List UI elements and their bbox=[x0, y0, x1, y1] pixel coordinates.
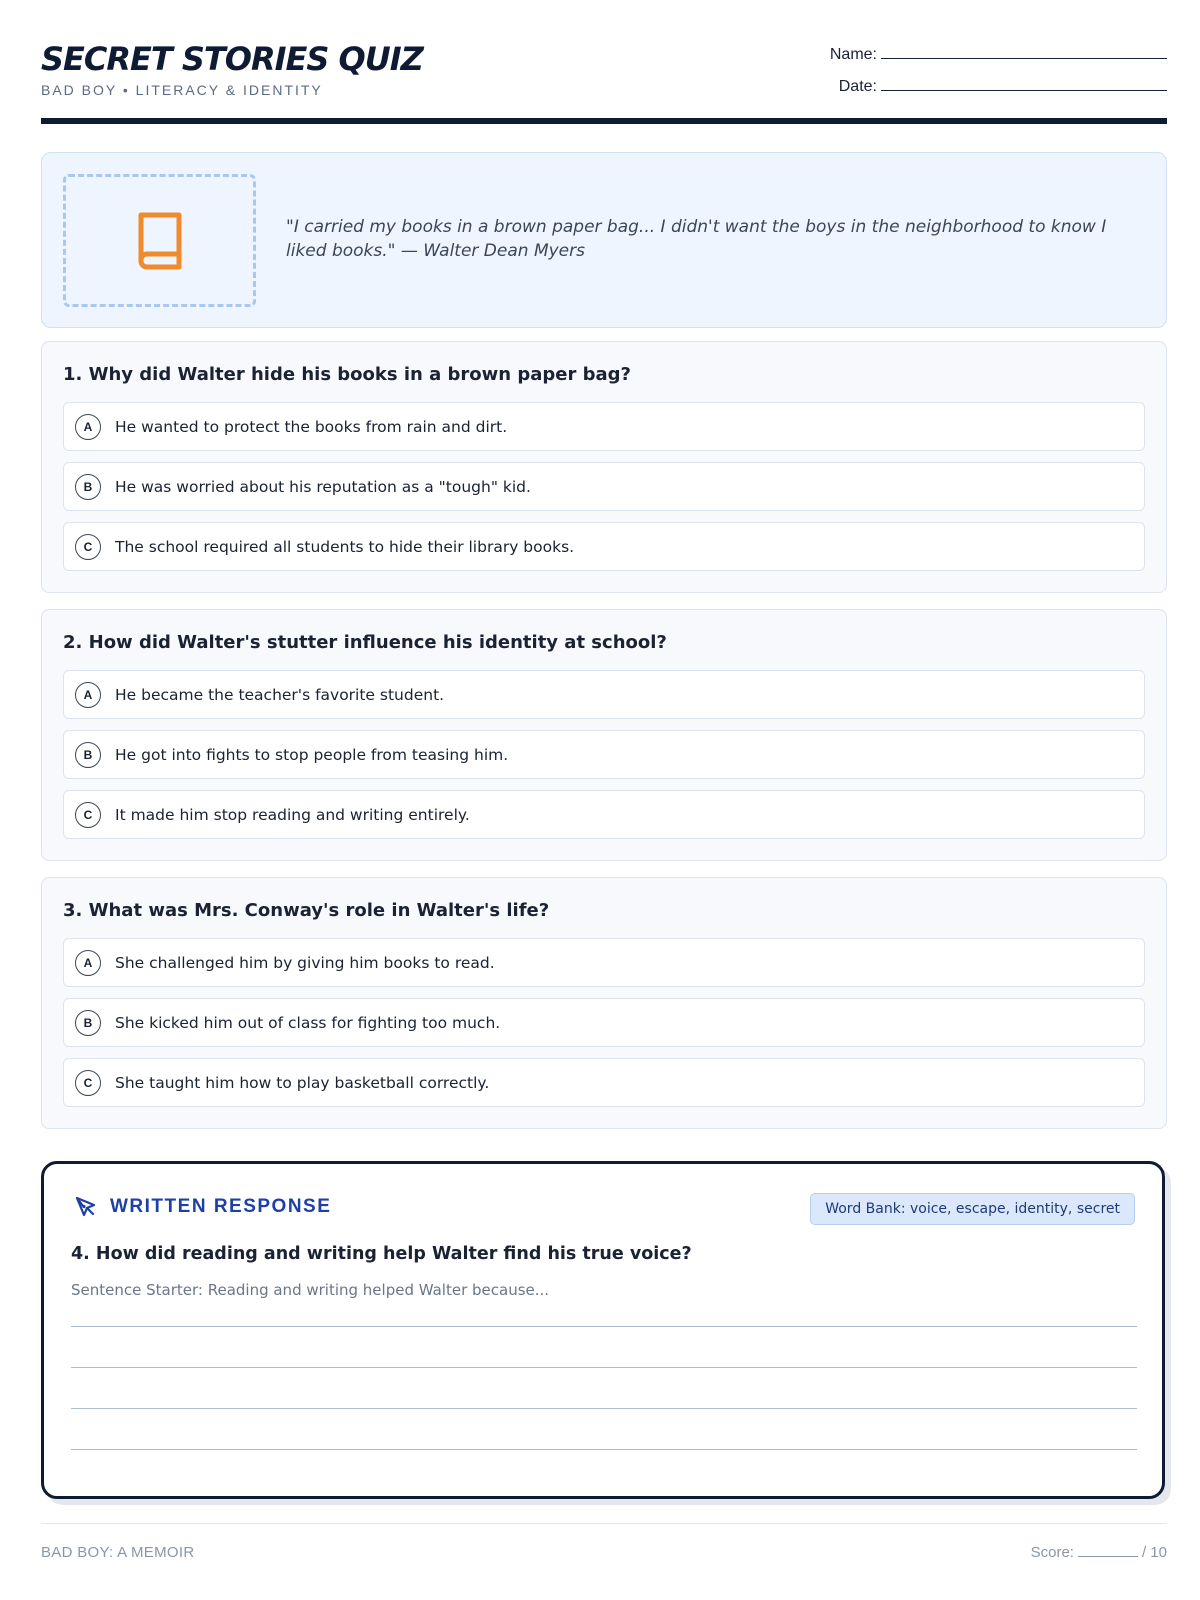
answer-option-2b[interactable] bbox=[63, 730, 1145, 779]
quote-card bbox=[41, 152, 1167, 328]
option-text: He became the teacher's favorite student. bbox=[115, 685, 445, 704]
option-text: It made him stop reading and writing entirely. bbox=[115, 805, 470, 824]
date-label: Date: bbox=[838, 78, 877, 95]
option-text: The school required all students to hide their library books. bbox=[115, 537, 575, 556]
option-letter-badge[interactable]: C bbox=[75, 534, 101, 560]
option-letter-badge[interactable]: B bbox=[75, 474, 101, 500]
answer-option-3b[interactable] bbox=[63, 998, 1145, 1047]
answer-option-3c[interactable] bbox=[63, 1058, 1145, 1107]
question-title: 2. How did Walter's stutter influence his identity at school? bbox=[63, 632, 667, 653]
question-card-3 bbox=[41, 877, 1167, 1129]
option-text: He was worried about his reputation as a "tough" kid. bbox=[115, 477, 531, 496]
header-divider bbox=[41, 118, 1167, 124]
written-response-card bbox=[41, 1161, 1165, 1499]
option-letter-badge[interactable]: A bbox=[75, 414, 101, 440]
page-subtitle: BAD BOY • LITERACY & IDENTITY bbox=[41, 82, 323, 98]
option-text: She taught him how to play basketball correctly. bbox=[115, 1073, 490, 1092]
option-text: He wanted to protect the books from rain and dirt. bbox=[115, 417, 508, 436]
answer-option-2a[interactable] bbox=[63, 670, 1145, 719]
page-title: SECRET STORIES QUIZ bbox=[41, 40, 423, 78]
name-label: Name: bbox=[829, 46, 877, 63]
score-field bbox=[1031, 1544, 1167, 1561]
footer-book-title: BAD BOY: A MEMOIR bbox=[41, 1544, 195, 1561]
score-blank-line[interactable] bbox=[1078, 1545, 1138, 1557]
question-card-1 bbox=[41, 341, 1167, 593]
written-response-label: WRITTEN RESPONSE bbox=[110, 1196, 332, 1217]
name-field[interactable] bbox=[817, 45, 1167, 64]
written-response-header bbox=[72, 1194, 331, 1220]
option-letter-badge[interactable]: B bbox=[75, 1010, 101, 1036]
option-letter-badge[interactable]: A bbox=[75, 950, 101, 976]
worksheet-page bbox=[41, 36, 1167, 1561]
question-card-2 bbox=[41, 609, 1167, 861]
answer-option-1c[interactable] bbox=[63, 522, 1145, 571]
answer-option-1a[interactable] bbox=[63, 402, 1145, 451]
header bbox=[41, 36, 1167, 124]
option-letter-badge[interactable]: B bbox=[75, 742, 101, 768]
answer-line-1[interactable] bbox=[71, 1326, 1137, 1327]
answer-line-4[interactable] bbox=[71, 1449, 1137, 1450]
pen-icon bbox=[72, 1194, 98, 1220]
score-total: / 10 bbox=[1141, 1544, 1167, 1561]
option-letter-badge[interactable]: C bbox=[75, 1070, 101, 1096]
option-text: He got into fights to stop people from teasing him. bbox=[115, 745, 509, 764]
sentence-starter: Sentence Starter: Reading and writing helped Walter because... bbox=[71, 1281, 550, 1299]
memoir-quote: "I carried my books in a brown paper bag... I didn't want the boys in the neighborhood to know I liked books." — Walter Dean Myers bbox=[286, 217, 1107, 261]
option-text: She challenged him by giving him books to read. bbox=[115, 953, 495, 972]
name-blank-line[interactable] bbox=[881, 45, 1167, 59]
image-placeholder bbox=[63, 174, 256, 307]
answer-option-3a[interactable] bbox=[63, 938, 1145, 987]
footer-divider bbox=[41, 1523, 1167, 1524]
answer-option-2c[interactable] bbox=[63, 790, 1145, 839]
score-label: Score: bbox=[1030, 1544, 1074, 1561]
question-title: 1. Why did Walter hide his books in a brown paper bag? bbox=[63, 364, 631, 385]
answer-option-1b[interactable] bbox=[63, 462, 1145, 511]
word-bank-badge: Word Bank: voice, escape, identity, secret bbox=[810, 1193, 1135, 1225]
option-letter-badge[interactable]: C bbox=[75, 802, 101, 828]
question-title: 3. What was Mrs. Conway's role in Walter's life? bbox=[63, 900, 550, 921]
option-letter-badge[interactable]: A bbox=[75, 682, 101, 708]
option-text: She kicked him out of class for fighting too much. bbox=[115, 1013, 501, 1032]
date-blank-line[interactable] bbox=[881, 77, 1167, 91]
date-field[interactable] bbox=[817, 77, 1167, 96]
answer-line-2[interactable] bbox=[71, 1367, 1137, 1368]
answer-line-3[interactable] bbox=[71, 1408, 1137, 1409]
book-icon bbox=[133, 209, 187, 273]
written-response-question: 4. How did reading and writing help Walter find his true voice? bbox=[71, 1244, 692, 1264]
